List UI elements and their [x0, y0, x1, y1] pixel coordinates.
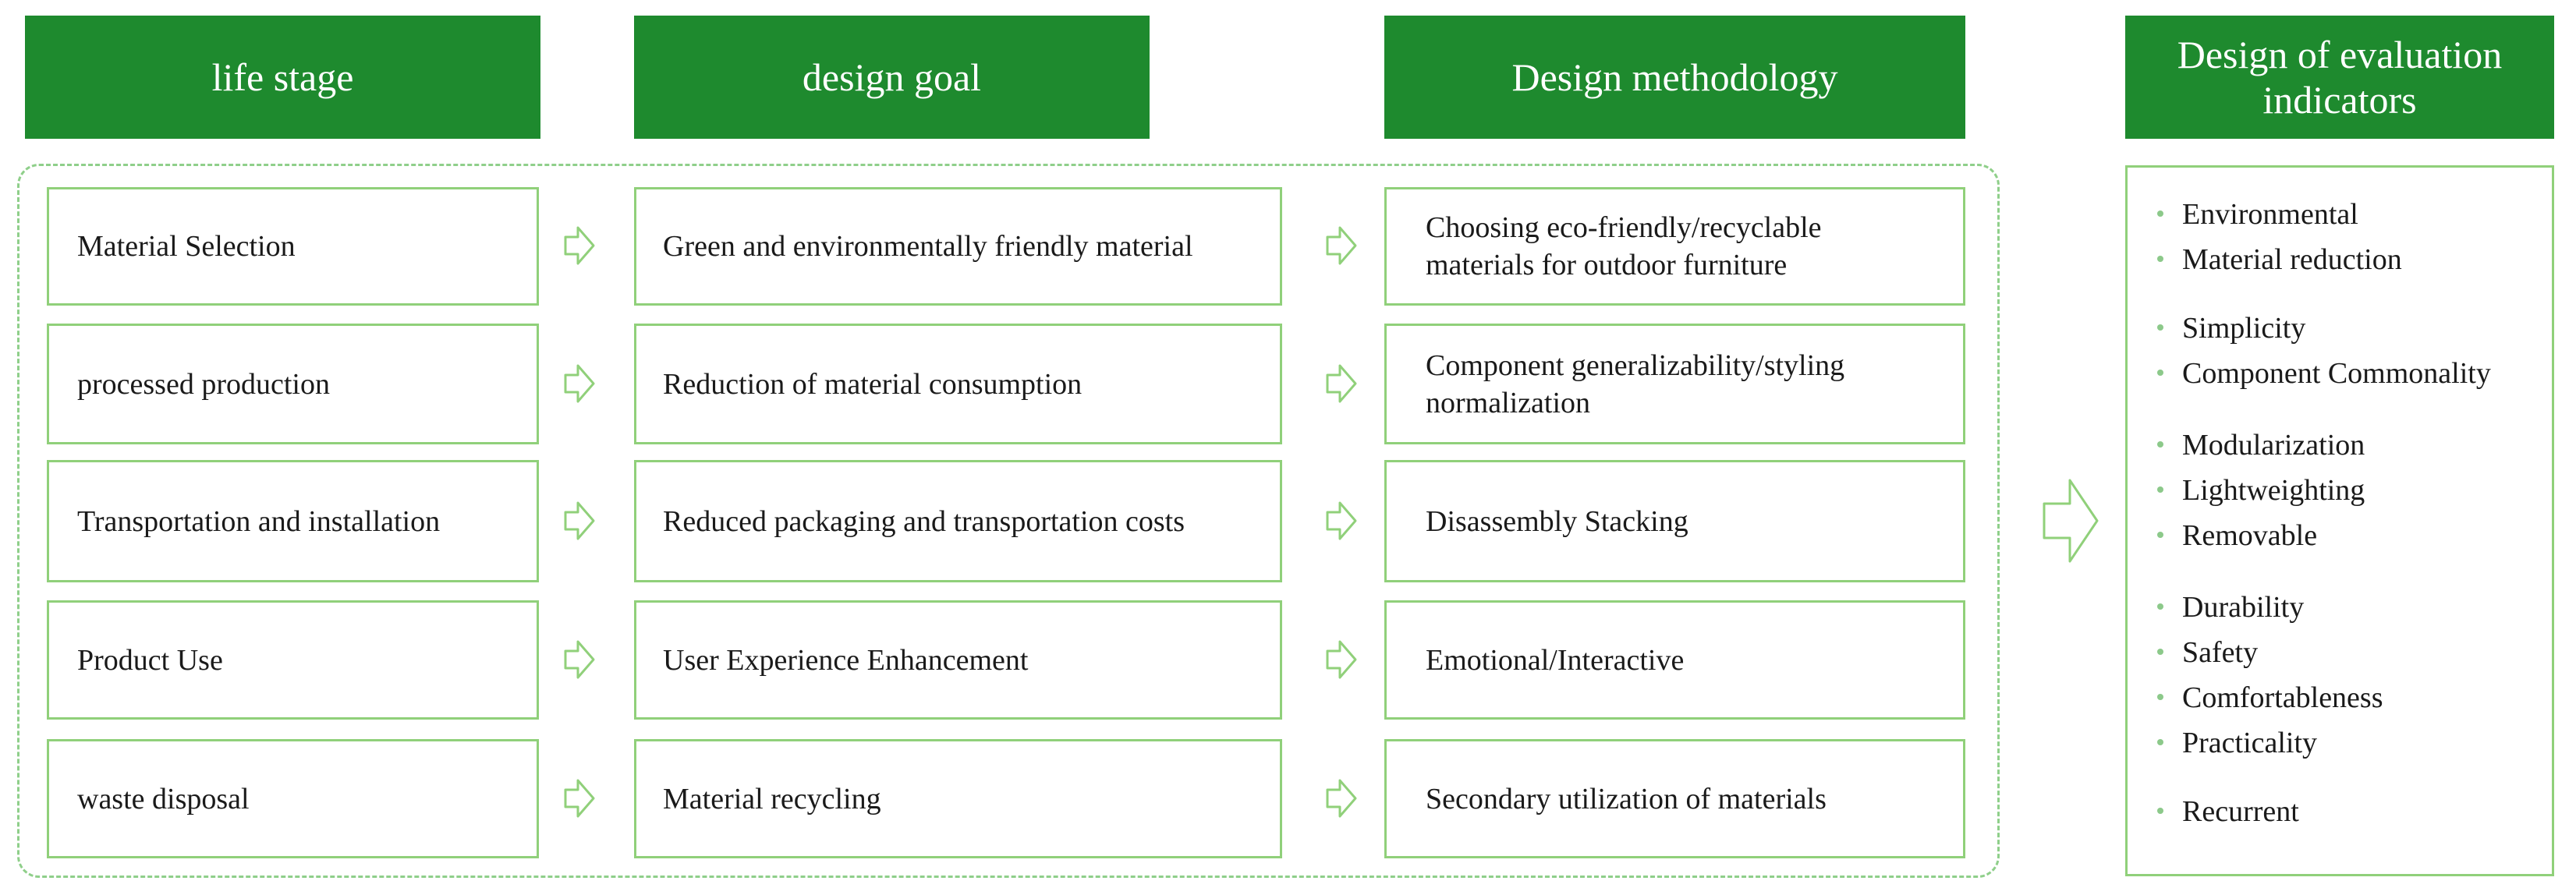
method-text — [1426, 209, 1822, 284]
method-line: normalization — [1426, 386, 1591, 419]
indicator-label: Recurrent — [2182, 795, 2299, 828]
indicator-label: Component Commonality — [2182, 357, 2491, 390]
bullet-dot-icon — [2157, 532, 2163, 538]
indicator-item — [2157, 793, 2299, 830]
right-arrow-icon — [564, 501, 595, 541]
stage-box-processed-production — [47, 324, 539, 444]
right-arrow-icon — [564, 639, 595, 680]
method-line: Choosing eco-friendly/recyclable — [1426, 211, 1822, 244]
header-design-goal — [634, 16, 1150, 139]
goal-box-user-experience — [634, 600, 1282, 720]
bullet-dot-icon — [2157, 739, 2163, 745]
method-box-eco-materials — [1384, 187, 1965, 306]
right-arrow-icon — [1326, 363, 1357, 404]
bullet-dot-icon — [2157, 694, 2163, 700]
header-evaluation-line1: Design of evaluation — [2177, 33, 2503, 76]
indicator-label: Durability — [2182, 591, 2305, 624]
indicator-label: Lightweighting — [2182, 474, 2365, 507]
right-arrow-icon — [1326, 639, 1357, 680]
goal-box-material-reduction — [634, 324, 1282, 444]
header-design-goal-label: design goal — [802, 55, 982, 99]
stage-box-waste-disposal — [47, 739, 539, 858]
goal-label: User Experience Enhancement — [663, 643, 1029, 677]
indicator-label: Material reduction — [2182, 243, 2402, 276]
right-arrow-icon — [564, 778, 595, 819]
indicator-item — [2157, 589, 2304, 626]
method-line: Emotional/Interactive — [1426, 643, 1685, 677]
goal-label: Reduction of material consumption — [663, 367, 1082, 401]
indicator-label: Modularization — [2182, 429, 2365, 462]
bullet-dot-icon — [2157, 256, 2163, 262]
right-arrow-icon — [1326, 225, 1357, 266]
evaluation-indicators-box — [2125, 165, 2554, 876]
goal-box-material-recycling — [634, 739, 1282, 858]
indicator-item — [2157, 724, 2317, 762]
stage-box-material-selection — [47, 187, 539, 306]
indicator-item — [2157, 679, 2383, 716]
bullet-dot-icon — [2157, 603, 2163, 610]
right-arrow-icon — [564, 363, 595, 404]
goal-label: Green and environmentally friendly material — [663, 230, 1193, 263]
stage-label: processed production — [77, 367, 330, 401]
indicator-item — [2157, 241, 2402, 278]
indicator-item — [2157, 196, 2358, 233]
stage-box-product-use — [47, 600, 539, 720]
bullet-dot-icon — [2157, 808, 2163, 814]
indicator-item — [2157, 310, 2305, 347]
right-arrow-icon — [564, 225, 595, 266]
method-line: Component generalizability/styling — [1426, 348, 1845, 382]
bullet-dot-icon — [2157, 370, 2163, 376]
method-box-secondary-utilization — [1384, 739, 1965, 858]
goal-box-green-material — [634, 187, 1282, 306]
method-box-disassembly — [1384, 460, 1965, 582]
goal-label: Reduced packaging and transportation costs — [663, 504, 1185, 538]
header-evaluation-indicators — [2125, 16, 2554, 139]
stage-label: Material Selection — [77, 230, 296, 263]
indicator-item — [2157, 634, 2258, 671]
indicator-item — [2157, 355, 2491, 392]
stage-label: waste disposal — [77, 782, 250, 815]
right-arrow-icon — [1326, 501, 1357, 541]
bullet-dot-icon — [2157, 486, 2163, 493]
method-line: Secondary utilization of materials — [1426, 782, 1827, 815]
stage-box-transportation — [47, 460, 539, 582]
indicator-label: Environmental — [2182, 198, 2358, 231]
goal-label: Material recycling — [663, 782, 881, 815]
bullet-dot-icon — [2157, 649, 2163, 655]
method-box-emotional — [1384, 600, 1965, 720]
header-evaluation-line2: indicators — [2262, 78, 2417, 122]
stage-label: Product Use — [77, 643, 223, 677]
bullet-dot-icon — [2157, 324, 2163, 331]
indicator-label: Removable — [2182, 519, 2318, 552]
indicator-item — [2157, 472, 2365, 509]
indicator-item — [2157, 426, 2365, 464]
header-design-methodology-label: Design methodology — [1511, 55, 1838, 99]
indicator-label: Simplicity — [2182, 312, 2306, 345]
right-arrow-icon — [1326, 778, 1357, 819]
method-line: materials for outdoor furniture — [1426, 249, 1788, 281]
indicator-label: Comfortableness — [2182, 681, 2383, 714]
bullet-dot-icon — [2157, 441, 2163, 448]
header-evaluation-label — [2146, 32, 2534, 122]
large-right-arrow-icon — [2042, 477, 2099, 564]
bullet-dot-icon — [2157, 210, 2163, 217]
indicator-label: Practicality — [2182, 727, 2318, 759]
method-box-component-generalizability — [1384, 324, 1965, 444]
indicator-item — [2157, 517, 2317, 554]
indicator-label: Safety — [2182, 636, 2259, 669]
stage-label: Transportation and installation — [77, 504, 441, 538]
header-life-stage-label: life stage — [211, 55, 354, 99]
header-life-stage — [25, 16, 540, 139]
method-line: Disassembly Stacking — [1426, 504, 1688, 538]
method-text — [1426, 347, 1844, 422]
header-design-methodology — [1384, 16, 1965, 139]
goal-box-reduced-packaging — [634, 460, 1282, 582]
